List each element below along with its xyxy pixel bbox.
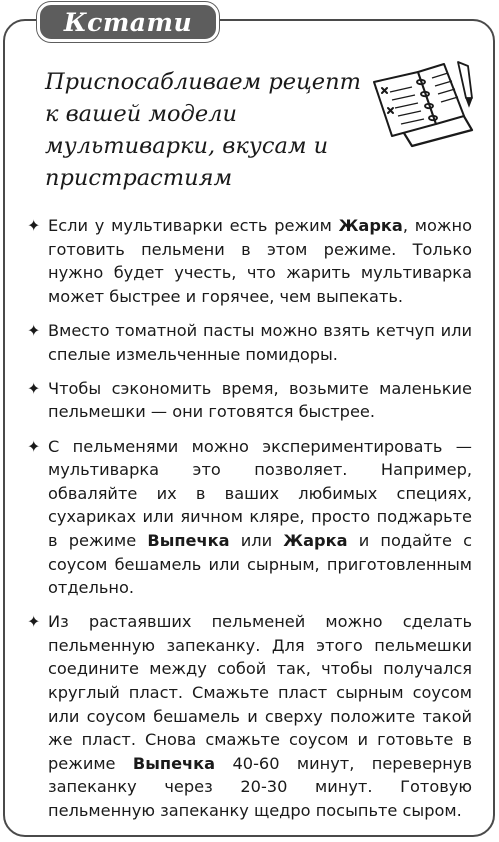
four-point-star-icon: ✦ <box>27 216 41 235</box>
section-tab-label: Кстати <box>63 7 193 37</box>
tips-list <box>27 214 472 833</box>
four-point-star-icon: ✦ <box>27 436 41 456</box>
list-item: ✦ Из растаявших пельменей можно сделать пельменную запеканку. Для этого пельмешки соедините между собой так, чтобы получался круглый пласт. Смажьте пласт сырным соусом или соусом бешамель и сверху положите такой же пласт. Снова смажьте соусом и готовьте в режиме Выпечка 40-60 минут, перевернув запеканку через 20-30 минут. Готовую пельменную запеканку щедро посыпьте сыром. <box>27 612 473 821</box>
section-tab <box>37 2 219 42</box>
four-point-star-icon: ✦ <box>27 378 41 398</box>
list-item: ✦ Если у мультиварки есть режим Жарка, можно готовить пельмени в этом режиме. Только нужно будет учесть, что жарить мультиварка может быстрее и горячее, чем выпекать. <box>27 216 472 306</box>
list-item: ✦ Чтобы сэкономить время, возьмите маленькие пельмешки — они готовятся быстрее. <box>27 378 472 422</box>
list-item: ✦ Вместо томатной пасты можно взять кетчуп или спелые измельченные помидоры. <box>27 320 472 364</box>
box-subtitle: Приспосабливаем рецепт к вашей модели мультиварки, вкусам и пристрастиям <box>45 69 361 191</box>
four-point-star-icon: ✦ <box>27 320 41 340</box>
list-item: ✦ С пельменями можно экспериментировать — мультиварка это позволяет. Например, обваляйте их в ваших любимых специях, сухариках или яичном кляре, просто поджарьте в режиме Выпечка или Жарка и подайте с соусом бешамель или сырным, приготовленным отдельно. <box>27 436 472 598</box>
four-point-star-icon: ✦ <box>27 612 41 632</box>
planner-notebook-icon <box>368 58 476 148</box>
